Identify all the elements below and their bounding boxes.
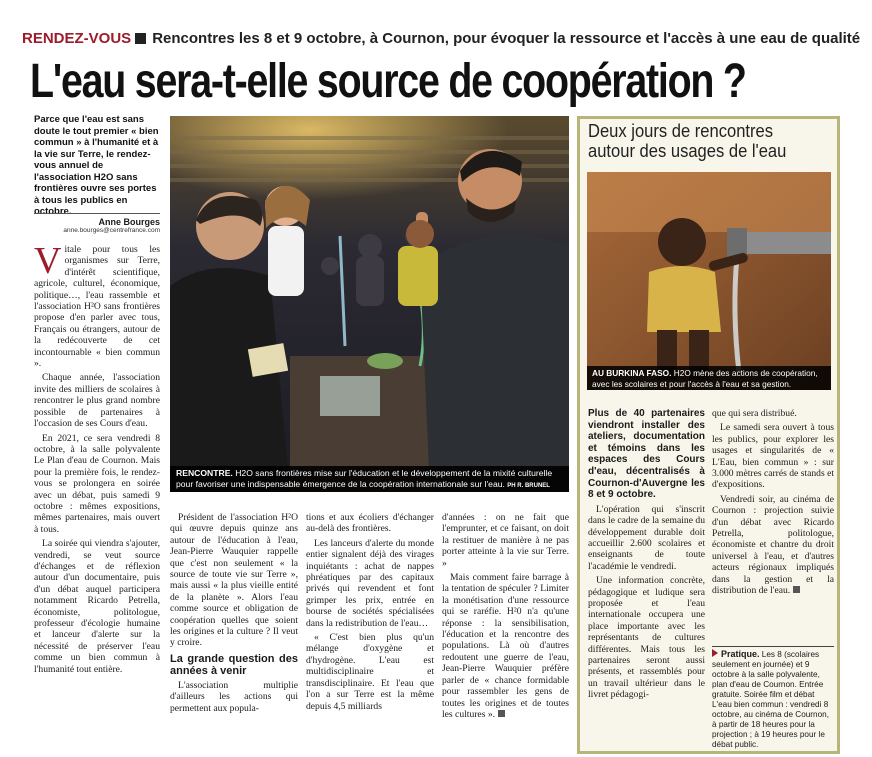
subheading: La grande question des années à venir (170, 652, 298, 677)
kicker (22, 30, 862, 52)
triangle-marker-icon (712, 649, 718, 657)
sidebar-photo-label: AU BURKINA FASO. (592, 368, 672, 378)
end-mark-icon (498, 710, 505, 717)
photo-caption (170, 466, 569, 492)
sidebar-title: Deux jours de rencontres autour des usages de l'eau (588, 121, 787, 161)
chapo: Parce que l'eau est sans doute le tout premier « bien commun » à l'humanité et à la vie sur Terre, le rendez-vous annuel de l'association H2O sans frontières ouvre ses portes à tous les publics en octobre. (34, 114, 159, 217)
col1-paragraph-1: itale pour tous les organismes sur Terre, d'intérêt scientifique, agricole, culturel, économique, politique…, l'eau rassemble et l'association H²O sans frontières propose d'en parler avec tous, Français ou étrangers, autour de la redécouverte de cet incontournable « bien commun ». (34, 244, 160, 370)
sidebar-lead: Plus de 40 partenaires viendront installer des ateliers, documentation et témoins dans les espaces des Cours d'eau, décentralisés à Cournon-d'Auvergne les 8 et 9 octobre. (588, 408, 705, 501)
photo-caption-label: RENCONTRE. (176, 468, 233, 478)
sidebar-left-paragraph-2: L'opération qui s'inscrit dans le cadre de la semaine du développement durable doit accueillir 2.600 scolaires et enseignants de toute l'académie le vendredi. (588, 503, 705, 572)
dropcap: V (34, 240, 62, 282)
headline: L'eau sera-t-elle source de coopération ? (30, 55, 746, 108)
sidebar-right-paragraph-1: que qui sera distribué. (712, 408, 797, 419)
sidebar-column-left (588, 408, 705, 704)
pratique-text: Les 8 (scolaires seulement en journée) et 9 octobre à la salle polyvalente, plan d'eau de Cournon. Entrée gratuite. Soirée film et débat L'eau bien commun : vendredi 8 octobre, au cinéma de Cournon, à partir de 18 heures pour la projection ; à 19 heures pour le débat public. (712, 650, 829, 749)
kicker-tag: RENDEZ-VOUS (22, 30, 132, 47)
sidebar-column-right (712, 408, 834, 600)
pratique-box (712, 646, 834, 750)
sidebar-left-paragraph-3: Une information concrète, pédagogique et ludique sera proposée et l'eau internationale occupera une place importante avec les représentants de cultures différentes. Mais tous les partenaires seront aussi présents, et rassemblés pour un travail ultérieur dans le livret pédagogi- (588, 575, 705, 701)
byline (34, 213, 160, 234)
sidebar-end-mark-icon (793, 586, 800, 593)
sidebar-photo (587, 172, 831, 390)
col1-paragraph-4: La soirée qui viendra s'ajouter, vendredi, se veut source d'échanges et de réflexion autour d'un documentaire, puis d'un débat auquel participera notamment Ricardo Petrella, économiste, politologue, professeur d'écologie humaine et lanceur d'alerte sur la nécessité de préserver l'eau comme un bien commun à l'humanité tout entière. (34, 538, 160, 675)
column-1 (34, 240, 160, 678)
square-bullet-icon (135, 33, 146, 44)
sidebar-photo-caption-text: H2O mène des actions de coopération, avec les scolaires et pour l'accès à l'eau et sa gestion. (592, 368, 818, 389)
sidebar-right-paragraph-3: Vendredi soir, au cinéma de Cournon : projection suivie d'un débat avec Ricardo Petrella, politologue, économiste et chantre du droit universel à l'eau, et d'autres acteurs régionaux impliqués dans la gestion et la distribution de l'eau. (712, 493, 834, 597)
col3-paragraph-1: tions et aux écoliers d'échanger au-delà des frontières. (306, 512, 434, 535)
photo-caption-text: H2O sans frontières mise sur l'éducation et le développement de la mixité culturelle pour favoriser une indispensable émergence de la coopération internationale sur l'eau. (176, 468, 553, 489)
sidebar-right-paragraph-2: Le samedi sera ouvert à tous les publics, pour explorer les usages et singularités de « L'Eau, bien commun » : sur 3.000 mètres carrés de stands et d'expositions. (712, 422, 835, 491)
col2-paragraph-1: Président de l'association H²O qui œuvre depuis quinze ans autour de l'éducation à l'eau, Jean-Pierre Wauquier rappelle que c'est non seulement « la source de toute vie sur Terre », mais aussi « la plus vieille entité de la planète ». Alors l'eau comme source et obligation de coopération quelles que soient les origines et la culture ? Il veut y croire. (170, 512, 298, 649)
sidebar-photo-caption (587, 366, 831, 390)
column-2 (170, 512, 298, 717)
sidebar-photo-illustration (587, 172, 831, 390)
col4-paragraph-2: Mais comment faire barrage à la tentation de spéculer ? Limiter la monétisation d'une ressource qui se raréfie. H²0 n'a qu'une réponse : la sensibilisation, l'éducation et la rencontre des populations. Là où d'autres redoutent une guerre de l'eau, Jean-Pierre Wauquier préfère parler de « chance formidable pour rassembler les gens de toutes les origines et de toutes les cultures ». (442, 572, 569, 720)
photo-credit: PH R. BRUNEL (507, 483, 550, 489)
main-photo (170, 116, 569, 492)
pratique-label: Pratique. (721, 649, 760, 659)
column-3 (306, 512, 434, 715)
photo-illustration (170, 116, 569, 492)
col1-paragraph-3: En 2021, ce sera vendredi 8 octobre, à la salle polyvalente Le Plan d'eau de Cournon. Mais pour la première fois, le rendez-vous se prolongera en soirée avec un débat, puis samedi 9 octobre : mêmes expositions, mêmes partenaires, mais ouvert à tous. (34, 432, 160, 535)
column-4 (442, 512, 569, 723)
col2-paragraph-2: L'association multiplie d'ailleurs les actions qui permettent aux popula- (170, 679, 298, 714)
author-name: Anne Bourges (98, 217, 160, 227)
author-email: anne.bourges@centrefrance.com (63, 227, 160, 234)
col3-paragraph-3: « C'est bien plus qu'un mélange d'oxygène et d'hydrogène. L'eau est multidisciplinaire et transdisciplinaire. Et l'eau que l'on a sur Terre est la même depuis 4,5 milliards (306, 632, 434, 712)
col3-paragraph-2: Les lanceurs d'alerte du monde entier signalent déjà des virages inquiétants : achat de nappes phréatiques par des capitaux privés qui revendent et font grimper les prix, entrée en bourse de sociétés spécialisées dans la redistribution de l'eau… (306, 537, 434, 629)
kicker-text: Rencontres les 8 et 9 octobre, à Cournon, pour évoquer la ressource et l'accès à une eau de qualité (152, 30, 861, 47)
col4-paragraph-1: d'années : on ne fait que l'emprunter, et ce faisant, on doit la restituer de manière à ne pas porter atteinte à la vie sur Terre. » (442, 512, 569, 569)
col1-paragraph-2: Chaque année, l'association invite des milliers de scolaires à rencontrer le plus grand nombre possible de partenaires à l'occasion de ses Cours d'eau. (34, 372, 160, 430)
